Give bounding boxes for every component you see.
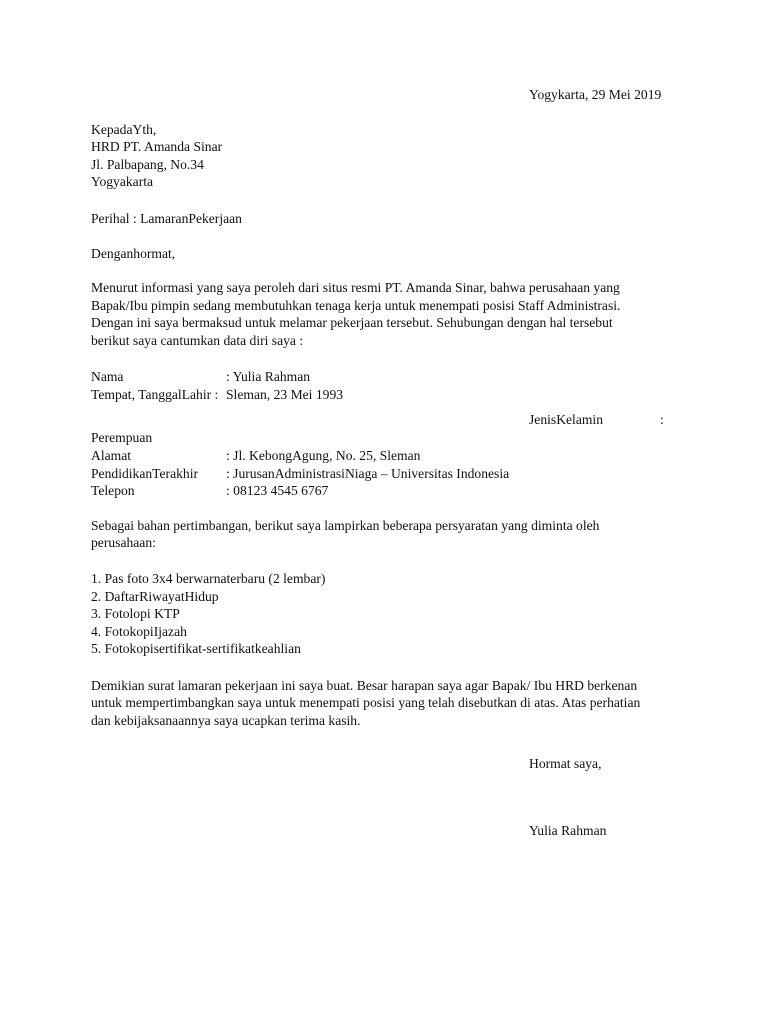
- intro-line: Bapak/Ibu pimpin sedang membutuhkan tenaga kerja untuk menempati posisi Staff Administrasi.: [91, 298, 621, 313]
- closing-line: Demikian surat lamaran pekerjaan ini saya buat. Besar harapan saya agar Bapak/ Ibu HRD berkenan: [91, 678, 638, 693]
- recipient-line: Yogyakarta: [91, 174, 154, 189]
- attachment-item: 2. DaftarRiwayatHidup: [91, 589, 219, 604]
- name-value: : Yulia Rahman: [226, 369, 311, 384]
- intro-line: Menurut informasi yang saya peroleh dari situs resmi PT. Amanda Sinar, bahwa perusahaan yang: [91, 280, 620, 295]
- attachment-item: 3. Fotolopi KTP: [91, 606, 180, 621]
- education-label: PendidikanTerakhir: [91, 466, 199, 481]
- closing-line: untuk mempertimbangkan saya untuk menempati posisi yang telah disebutkan di atas. Atas perhatian: [91, 695, 641, 710]
- attachment-item: 1. Pas foto 3x4 berwarnaterbaru (2 lembar): [91, 571, 326, 586]
- recipient-line: KepadaYth,: [91, 122, 157, 137]
- signer-name: Yulia Rahman: [529, 823, 607, 838]
- attachments-intro-line: Sebagai bahan pertimbangan, berikut saya lampirkan beberapa persyaratan yang diminta oleh: [91, 518, 600, 533]
- birth-value: Sleman, 23 Mei 1993: [226, 387, 344, 402]
- address-label: Alamat: [91, 448, 132, 463]
- greeting: Denganhormat,: [91, 246, 176, 261]
- place-date: Yogykarta, 29 Mei 2019: [529, 87, 662, 102]
- attachments-intro-line: perusahaan:: [91, 535, 156, 550]
- recipient-line: Jl. Palbapang, No.34: [91, 157, 204, 172]
- birth-label: Tempat, TanggalLahir :: [91, 387, 219, 402]
- name-label: Nama: [91, 369, 124, 384]
- sign-off: Hormat saya,: [529, 756, 602, 771]
- gender-label: JenisKelamin: [529, 412, 603, 427]
- recipient-line: HRD PT. Amanda Sinar: [91, 139, 223, 154]
- attachment-item: 4. FotokopiIjazah: [91, 624, 187, 639]
- intro-line: berikut saya cantumkan data diri saya :: [91, 333, 304, 348]
- phone-value: : 08123 4545 6767: [226, 483, 329, 498]
- address-value: : Jl. KebongAgung, No. 25, Sleman: [226, 448, 421, 463]
- attachment-item: 5. Fotokopisertifikat-sertifikatkeahlian: [91, 641, 301, 656]
- phone-label: Telepon: [91, 483, 135, 498]
- intro-line: Dengan ini saya bermaksud untuk melamar pekerjaan tersebut. Sehubungan dengan hal tersebut: [91, 315, 613, 330]
- gender-colon: :: [660, 412, 664, 427]
- education-value: : JurusanAdministrasiNiaga – Universitas Indonesia: [226, 466, 510, 481]
- subject-line: Perihal : LamaranPekerjaan: [91, 211, 242, 226]
- closing-line: dan kebijaksanaannya saya ucapkan terima kasih.: [91, 713, 361, 728]
- gender-value: Perempuan: [91, 430, 153, 445]
